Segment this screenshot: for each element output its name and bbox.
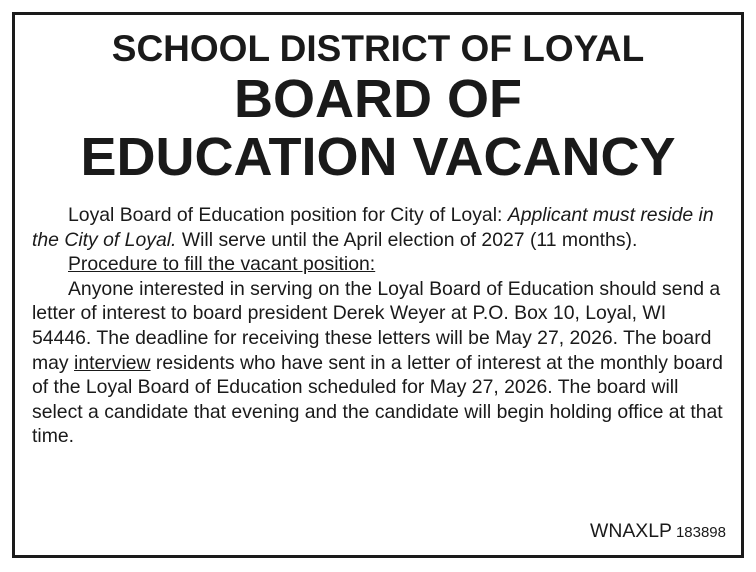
procedure-text: Anyone interested in serving on the Loyal Board of Education should send a letter of interest to board president Derek Weyer at P.O. Box 10, Loyal, WI 54446. The deadline for receiving these letters will be May 27, 2026. The board may <box>32 277 721 374</box>
notice-title-line1: BOARD OF <box>234 69 522 129</box>
legal-notice <box>12 12 744 558</box>
procedure-heading: Procedure to fill the vacant position: <box>68 253 376 276</box>
procedure-paragraph <box>32 277 726 449</box>
interview-word: interview <box>74 351 151 374</box>
district-title: SCHOOL DISTRICT OF LOYAL <box>111 28 645 69</box>
notice-body <box>32 203 726 449</box>
publication-code: WNAXLP <box>590 520 672 542</box>
notice-title-line2: EDUCATION VACANCY <box>80 127 676 187</box>
residency-requirement: Applicant must reside in the City of Loyal. <box>32 204 714 251</box>
ad-number: 183898 <box>675 524 726 541</box>
term-text: Will serve until the April election of 2027 (11 months). <box>176 228 638 251</box>
procedure-text-end: residents who have sent in a letter of interest at the monthly board of the Loyal Board of Education scheduled for May 27, 2026. The board will select a candidate that evening and the candidate will begin holding office at that time. <box>32 351 723 448</box>
notice-footer <box>590 520 726 543</box>
intro-text: Loyal Board of Education position for City of Loyal: <box>68 204 508 226</box>
intro-paragraph <box>32 203 726 252</box>
procedure-heading-paragraph <box>32 252 726 277</box>
